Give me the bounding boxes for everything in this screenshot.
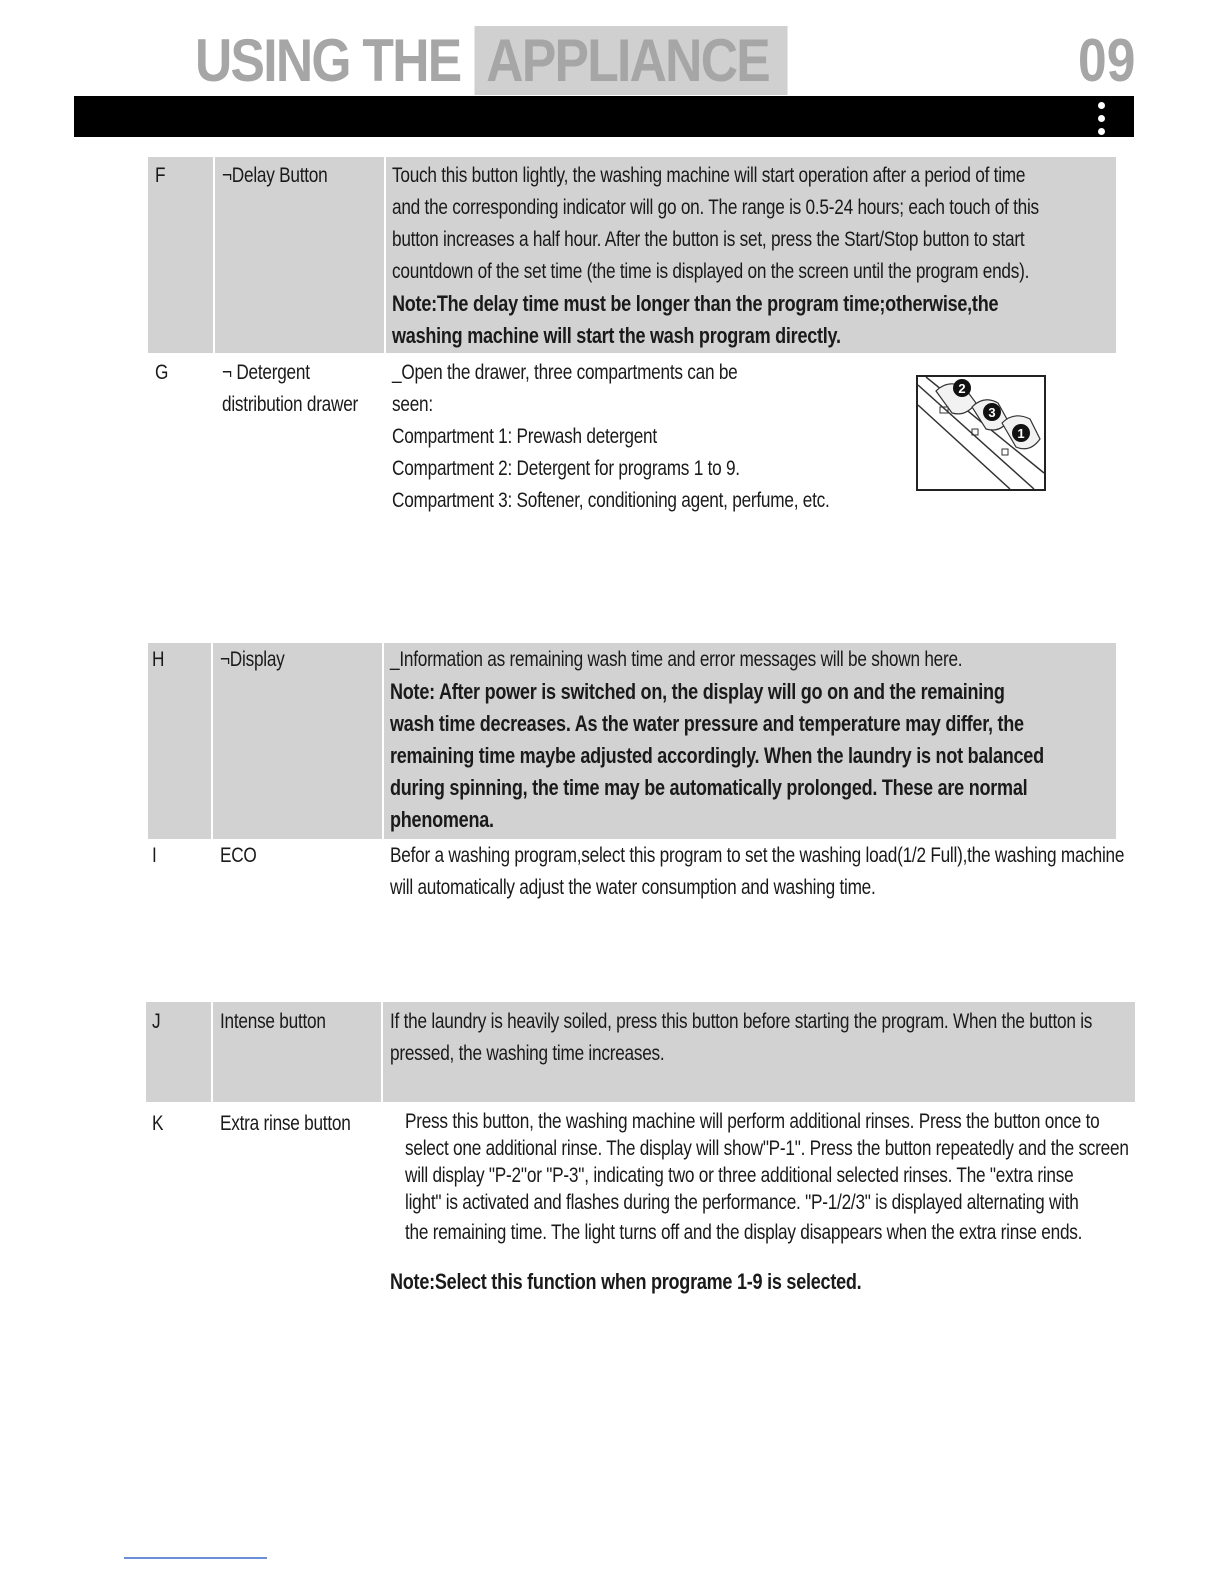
row-g-line-1: _Open the drawer, three compartments can be	[392, 361, 738, 384]
row-j-line-1: If the laundry is heavily soiled, press this button before starting the program. When the button is	[390, 1010, 1093, 1033]
row-h-note-1: Note: After power is switched on, the display will go on and the remaining	[390, 679, 1005, 704]
row-f-line-2: and the corresponding indicator will go on. The range is 0.5-24 hours; each touch of this	[392, 196, 1039, 219]
row-k-letter: K	[152, 1112, 164, 1135]
row-j-name: Intense button	[220, 1010, 326, 1033]
compartment-3-label: 3	[988, 405, 996, 420]
row-k-line-4: light" is activated and flashes during the performance. "P-1/2/3" is displayed alternating with	[405, 1191, 1079, 1214]
row-h-letter: H	[152, 648, 165, 671]
row-g-name-1: ¬ Detergent	[222, 361, 310, 384]
row-g-name-2: distribution drawer	[222, 393, 359, 416]
row-h-name: ¬Display	[220, 648, 285, 671]
row-g-line-5: Compartment 3: Softener, conditioning agent, perfume, etc.	[392, 489, 830, 512]
row-j-letter: J	[152, 1010, 161, 1033]
section-title-part1: USING THE	[195, 26, 461, 94]
more-dots-icon	[1098, 102, 1106, 141]
row-f-note-2: washing machine will start the wash program directly.	[392, 323, 841, 348]
row-h-note-4: during spinning, the time may be automatically prolonged. These are normal	[390, 775, 1028, 800]
row-i-line-1: Befor a washing program,select this program to set the washing load(1/2 Full),the washing machine	[390, 844, 1125, 867]
row-k-line-3: will display "P-2''or "P-3'', indicating two or three additional selected rinses. The "extra rinse	[405, 1164, 1074, 1187]
row-k-note: Note:Select this function when programe 1-9 is selected.	[390, 1269, 862, 1294]
row-f-line-1: Touch this button lightly, the washing machine will start operation after a period of time	[392, 164, 1026, 187]
row-k-line-1: Press this button, the washing machine will perform additional rinses. Press the button once to	[405, 1110, 1100, 1133]
row-g-line-2: seen:	[392, 393, 433, 416]
header-bar	[74, 96, 1134, 137]
row-h-note-5: phenomena.	[390, 807, 494, 832]
section-title	[195, 24, 788, 96]
row-k-line-2: select one additional rinse. The display will show"P-1". Press the button repeatedly and the screen	[405, 1137, 1129, 1160]
row-g-letter: G	[155, 361, 169, 384]
detergent-drawer-figure	[916, 375, 1046, 491]
compartment-2-label: 2	[958, 381, 966, 396]
row-f-note-1: Note:The delay time must be longer than the program time;otherwise,the	[392, 291, 999, 316]
row-h-line-1: _Information as remaining wash time and error messages will be shown here.	[390, 648, 963, 671]
row-h-note-3: remaining time maybe adjusted accordingly. When the laundry is not balanced	[390, 743, 1044, 768]
row-f-letter: F	[155, 164, 166, 187]
row-f-line-3: button increases a half hour. After the button is set, press the Start/Stop button to start	[392, 228, 1025, 251]
row-k-line-5: the remaining time. The light turns off and the display disappears when the extra rinse ends.	[405, 1221, 1083, 1244]
footer-link-underline	[124, 1557, 267, 1559]
row-f-name: ¬Delay Button	[222, 164, 328, 187]
page-number: 09	[1078, 26, 1136, 94]
row-j-line-2: pressed, the washing time increases.	[390, 1042, 665, 1065]
row-f-line-4: countdown of the set time (the time is displayed on the screen until the program ends).	[392, 260, 1030, 283]
section-title-part2: APPLIANCE	[474, 26, 788, 95]
row-h-note-2: wash time decreases. As the water pressure and temperature may differ, the	[390, 711, 1024, 736]
compartment-1-label: 1	[1017, 426, 1025, 441]
row-k-name: Extra rinse button	[220, 1112, 351, 1135]
row-g-line-3: Compartment 1: Prewash detergent	[392, 425, 657, 448]
row-i-letter: I	[152, 844, 157, 867]
row-i-line-2: will automatically adjust the water consumption and washing time.	[390, 876, 876, 899]
row-g-line-4: Compartment 2: Detergent for programs 1 to 9.	[392, 457, 740, 480]
row-i-name: ECO	[220, 844, 257, 867]
